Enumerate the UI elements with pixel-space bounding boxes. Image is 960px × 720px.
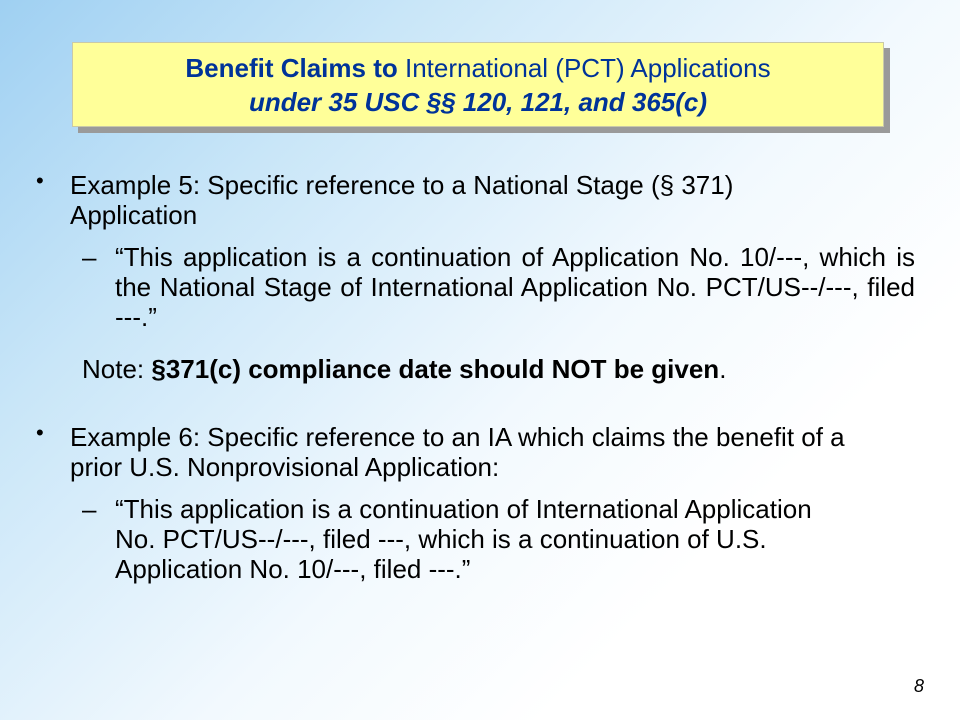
dash-icon: – xyxy=(82,494,97,524)
slide-title xyxy=(72,42,884,127)
example-6-text: Example 6: Specific reference to an IA which claims the benefit of a prior U.S. Nonprovisional Application: xyxy=(70,422,845,482)
dash-icon: – xyxy=(82,242,97,272)
note-suffix: . xyxy=(719,354,727,384)
bullet-icon: • xyxy=(36,420,44,445)
title-line-2 xyxy=(73,85,883,119)
example-5-text: Example 5: Specific reference to a National Stage (§ 371) Application xyxy=(70,170,734,230)
title-bold-part: Benefit Claims to xyxy=(185,53,398,83)
bullet-icon: • xyxy=(36,168,44,193)
example-5-quote: “This application is a continuation of Application No. 10/---, which is the National Stage of International Application No. PCT/US--/---, filed ---.” xyxy=(115,242,915,332)
note-prefix: Note: xyxy=(82,354,152,384)
page-number: 8 xyxy=(913,676,924,696)
example-6-quote: “This application is a continuation of International Application No. PCT/US--/---, filed ---, which is a continuation of U.S. Application No. 10/---, filed ---.” xyxy=(115,494,812,584)
title-regular-part: International (PCT) Applications xyxy=(397,53,771,83)
title-line-1 xyxy=(73,51,883,85)
example-5-note xyxy=(82,354,726,384)
title-italic-part: under 35 USC §§ 120, 121, and 365(c) xyxy=(248,87,708,117)
note-bold: §371(c) compliance date should NOT be given xyxy=(151,354,720,384)
